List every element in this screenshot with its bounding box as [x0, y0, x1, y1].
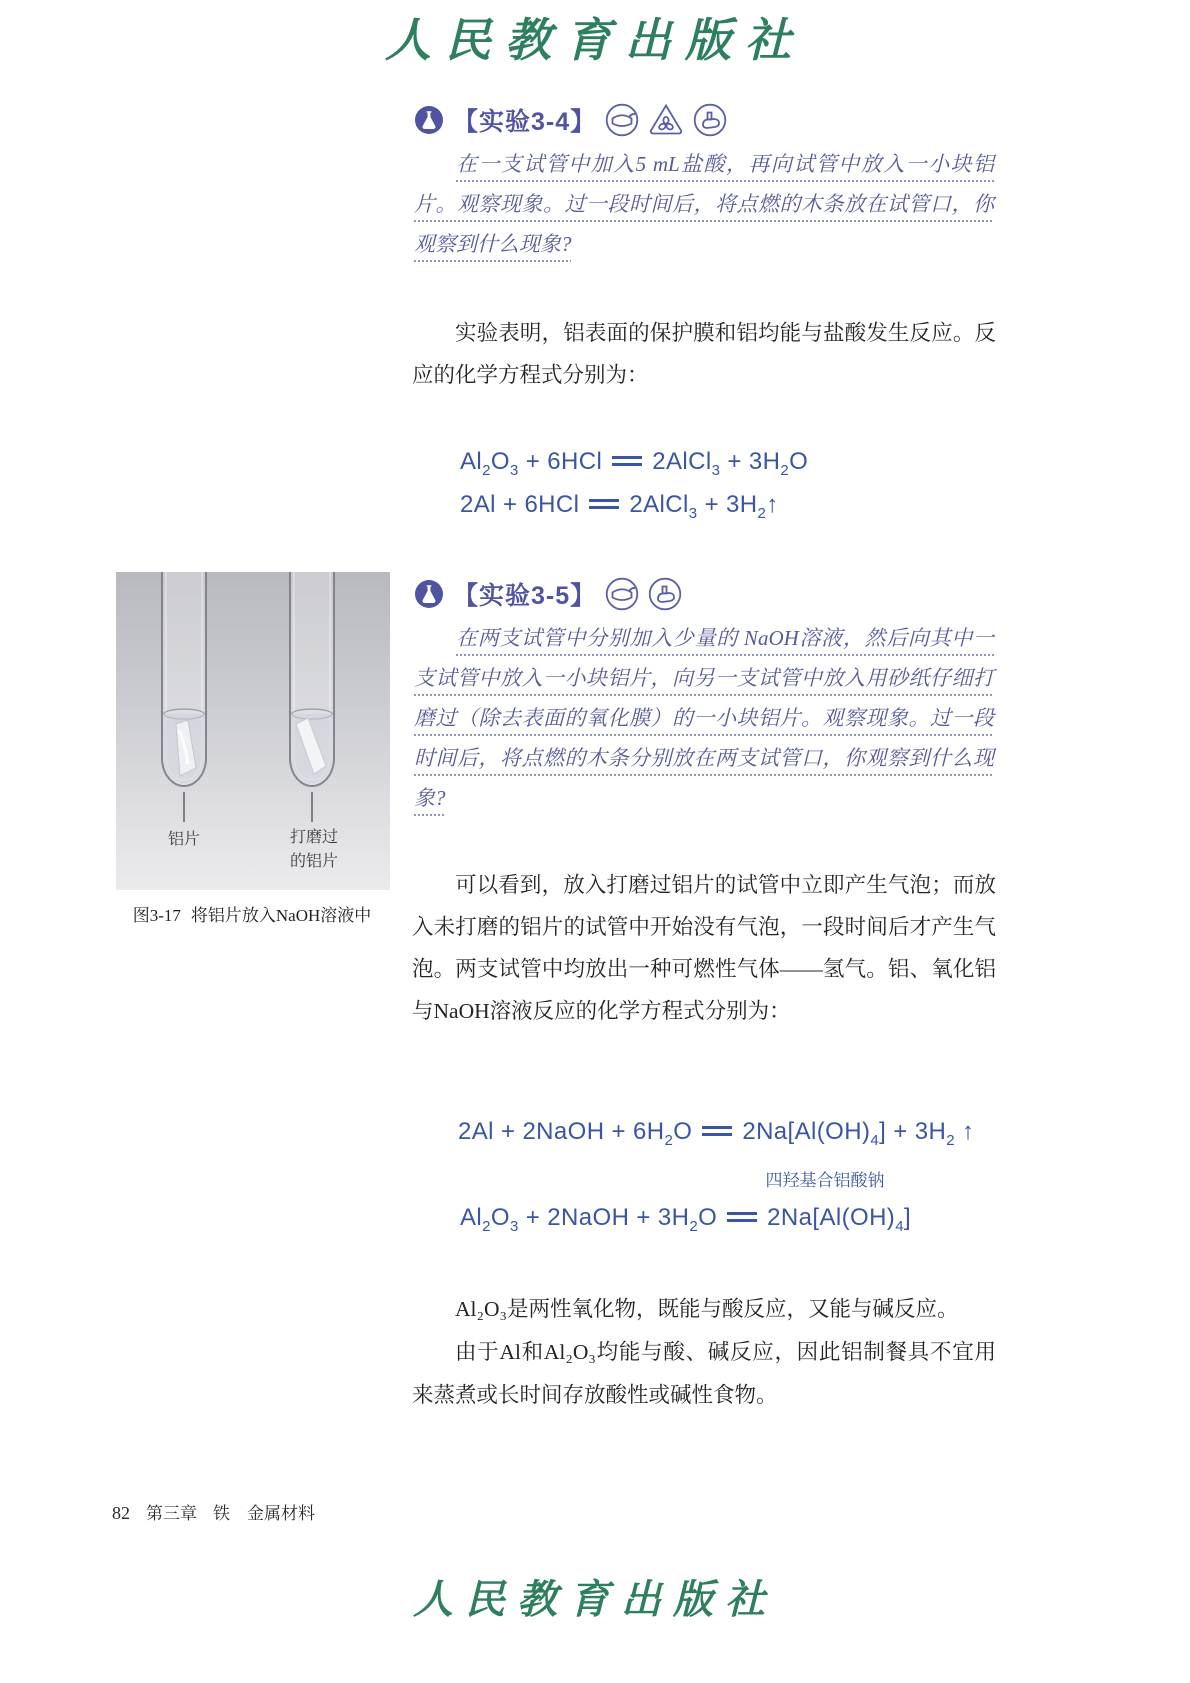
closing-paragraph-2: 由于Al和Al₂O₃均能与酸、碱反应，因此铝制餐具不宜用来蒸煮或长时间存放酸性或碱性食物。 [412, 1340, 996, 1407]
publisher-logo-top: 人民教育出版社 [385, 13, 805, 67]
experiment-3-5-body: 在两支试管中分别加入少量的 NaOH溶液，然后向其中一支试管中放入一小块铝片，向另一支试管中放入用砂纸仔细打磨过（除去表面的氧化膜）的一小块铝片。观察现象。过一段时间后，将点燃的木条分别放在两支试管口，你观察到什么现象? [414, 626, 994, 810]
flask-icon [414, 105, 444, 135]
goggles-icon [605, 577, 639, 611]
ventilation-icon [648, 104, 684, 136]
figure-label-polished-aluminum: 打磨过 的铝片 [289, 829, 338, 870]
page-number: 82 [112, 1503, 130, 1523]
equation-al2o3-hcl: $Al_2O_3 + 6HCl$ 2AlCl$_3$ + $3H_2O$ [460, 448, 809, 479]
experiment-3-4-body: 在一支试管中加入5 mL盐酸，再向试管中放入一小块铝片。观察现象。过一段时间后，将点燃的木条放在试管口，你观察到什么现象? [414, 152, 994, 256]
naoh-observation-paragraph: 可以看到，放入打磨过铝片的试管中立即产生气泡；而放入未打磨的铝片的试管中开始没有气泡，一段时间后才产生气泡。两支试管中均放出一种可燃性气体——氢气。铝、氧化铝与NaOH溶液反应的化学方程式分别为： [412, 873, 996, 1023]
closing-paragraph-1: Al₂O₃是两性氧化物，既能与酸反应，又能与碱反应。 [455, 1297, 959, 1321]
page-footer [112, 1499, 315, 1524]
equation-al-naoh: 2Al + 2NaOH + $6H_2O$ $2Na[Al(OH)_4] + 3H_2$ ↑ [458, 1118, 975, 1149]
equation-al-hcl: 2Al + 6HCl 2AlCl$_3$ + $3H_2↑$ [460, 491, 779, 522]
experiment-3-4-header [414, 102, 727, 138]
figure-label-aluminum: 铝片 [167, 831, 200, 848]
product-annotation: 四羟基合铝酸钠 [765, 1171, 885, 1190]
careful-handling-icon [693, 103, 727, 137]
flask-icon [414, 579, 444, 609]
hcl-intro-paragraph: 实验表明，铝表面的保护膜和铝均能与盐酸发生反应。反应的化学方程式分别为： [412, 321, 996, 387]
figure-3-17-caption: 图3-17 将铝片放入NaOH溶液中 [132, 906, 372, 925]
experiment-3-5-header [414, 576, 682, 612]
experiment-3-4-title: 【实验3-4】 [453, 108, 597, 136]
careful-handling-icon [648, 577, 682, 611]
experiment-3-5-title: 【实验3-5】 [453, 582, 597, 610]
chapter-label: 第三章 [146, 1504, 197, 1523]
goggles-icon [605, 103, 639, 137]
closing-paragraphs [412, 1288, 996, 1417]
chapter-title: 铁 金属材料 [213, 1504, 315, 1523]
equation-al2o3-naoh: $Al_2O_3$ + 2NaOH + $3H_2O$ $2Na[Al(OH)_4]$ [460, 1204, 912, 1235]
publisher-logo-bottom: 人民教育出版社 [413, 1576, 777, 1623]
figure-3-17-photo [116, 572, 390, 890]
